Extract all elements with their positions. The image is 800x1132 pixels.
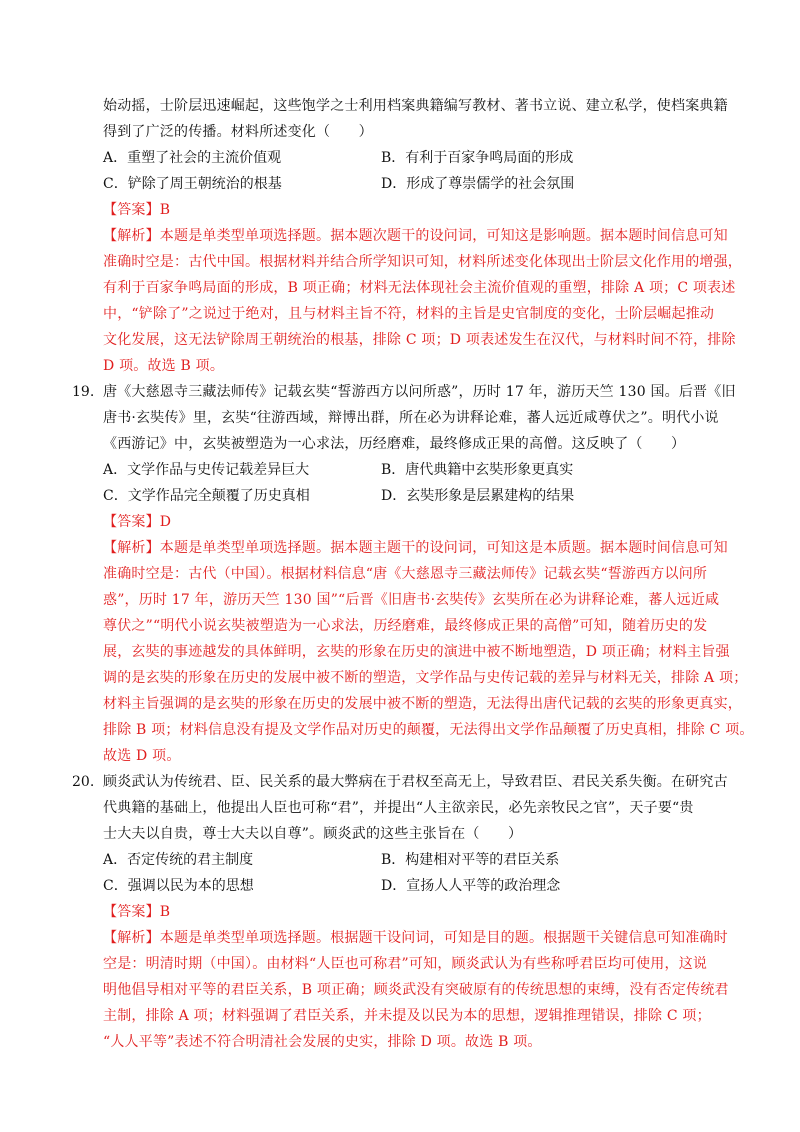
q20-stem-line-2: 代典籍的基础上，他提出人臣也可称“君”，并提出“人主欲亲民，必先亲牧民之官”，天子要“贵 <box>103 800 694 816</box>
q19-stem-line-1: 唐《大慈恩寺三藏法师传》记载玄奘“誓游西方以问所惑”，历时 17 年，游历天竺 130 国。后晋《旧 <box>103 384 736 400</box>
q18-stem-line-2: 得到了广泛的传播。材料所述变化（ ） <box>103 124 373 140</box>
q19-answer: 【答案】D <box>103 514 172 530</box>
q19-option-b: B．唐代典籍中玄奘形象更真实 <box>381 462 574 478</box>
q20-option-c: C．强调以民为本的思想 <box>103 878 254 894</box>
q19-option-c: C．文学作品完全颠覆了历史真相 <box>103 488 310 504</box>
q19-option-a: A．文学作品与史传记载差异巨大 <box>103 462 310 478</box>
q19-analysis-line-3: 惑”，历时 17 年，游历天竺 130 国”“后晋《旧唐书·玄奘传》玄奘所在必为讲释论难，蕃人远近咸 <box>103 592 720 608</box>
q19-analysis-line-8: 排除 B 项；材料信息没有提及文学作品对历史的颠覆，无法得出文学作品颠覆了历史真相，排除 C 项。 <box>103 722 754 738</box>
q20-analysis-line-1: 【解析】本题是单类型单项选择题。根据题干设问词，可知是目的题。根据题干关键信息可知准确时 <box>103 930 728 946</box>
q18-analysis-line-4: 中，“铲除了”之说过于绝对，且与材料主旨不符，材料的主旨是史官制度的变化，士阶层崛起推动 <box>103 306 715 322</box>
q19-analysis-line-4: 尊伏之”“明代小说玄奘被塑造为一心求法，历经磨难，最终修成正果的高僧”可知，随着历史的发 <box>103 618 708 634</box>
q19-analysis-line-2: 准确时空是：古代（中国）。根据材料信息“唐《大慈恩寺三藏法师传》记载玄奘“誓游西方以问所 <box>103 566 708 582</box>
q18-answer: 【答案】B <box>103 202 171 218</box>
q18-option-d: D．形成了尊崇儒学的社会氛围 <box>381 176 575 192</box>
q18-analysis-line-5: 文化发展，这无法铲除周王朝统治的根基，排除 C 项；D 项表述发生在汉代，与材料时间不符，排除 <box>103 332 736 348</box>
q18-analysis-line-6: D 项。故选 B 项。 <box>103 358 225 374</box>
q19-number: 19. <box>72 384 95 400</box>
q20-stem-line-1: 顾炎武认为传统君、臣、民关系的最大弊病在于君权至高无上，导致君臣、君民关系失衡。在研究古 <box>103 774 728 790</box>
q20-analysis-line-3: 明他倡导相对平等的君臣关系，B 项正确；顾炎武没有突破原有的传统思想的束缚，没有否定传统君 <box>103 982 729 998</box>
q19-option-d: D．玄奘形象是层累建构的结果 <box>381 488 575 504</box>
q19-analysis-line-6: 调的是玄奘的形象在历史的发展中被不断的塑造，文学作品与史传记载的差异与材料无关，排除 A 项； <box>103 670 748 686</box>
q20-analysis-line-4: 主制，排除 A 项；材料强调了君臣关系，并未提及以民为本的思想，逻辑推理错误，排除 C 项； <box>103 1008 711 1024</box>
q20-option-d: D．宣扬人人平等的政治理念 <box>381 878 561 894</box>
q20-option-a: A．否定传统的君主制度 <box>103 852 254 868</box>
q20-analysis-line-5: “人人平等”表述不符合明清社会发展的史实，排除 D 项。故选 B 项。 <box>103 1034 542 1050</box>
q19-analysis-line-5: 展，玄奘的事迹越发的具体鲜明，玄奘的形象在历史的演进中被不断地塑造，D 项正确；材料主旨强 <box>103 644 730 660</box>
q18-analysis-line-2: 准确时空是：古代中国。根据材料并结合所学知识可知，材料所述变化体现出士阶层文化作用的增强， <box>103 254 742 270</box>
q18-analysis-line-1: 【解析】本题是单类型单项选择题。据本题次题干的设问词，可知这是影响题。据本题时间信息可知 <box>103 228 728 244</box>
q19-stem-line-3: 《西游记》中，玄奘被塑造为一心求法，历经磨难，最终修成正果的高僧。这反映了（ ） <box>103 436 686 452</box>
q19-analysis-line-7: 材料主旨强调的是玄奘的形象在历史的发展中被不断的塑造，无法得出唐代记载的玄奘的形象更真实， <box>103 696 742 712</box>
q19-analysis-line-9: 故选 D 项。 <box>103 748 181 764</box>
q20-number: 20. <box>72 774 95 790</box>
q20-option-b: B．构建相对平等的君臣关系 <box>381 852 560 868</box>
q19-stem-line-2: 唐书·玄奘传》里，玄奘“往游西域，辩博出群，所在必为讲释论难，蕃人远近咸尊伏之”。明代小说 <box>103 410 719 426</box>
q20-stem-line-3: 士大夫以自贵，尊士大夫以自尊”。顾炎武的这些主张旨在（ ） <box>103 826 523 842</box>
q20-analysis-line-2: 空是：明清时期（中国）。由材料“人臣也可称君”可知，顾炎武认为有些称呼君臣均可使用，这说 <box>103 956 708 972</box>
q20-answer: 【答案】B <box>103 904 171 920</box>
q18-option-c: C．铲除了周王朝统治的根基 <box>103 176 282 192</box>
q18-option-b: B．有利于百家争鸣局面的形成 <box>381 150 574 166</box>
q18-analysis-line-3: 有利于百家争鸣局面的形成，B 项正确；材料无法体现社会主流价值观的重塑，排除 A 项；C 项表述 <box>103 280 736 296</box>
q19-analysis-line-1: 【解析】本题是单类型单项选择题。据本题主题干的设问词，可知这是本质题。据本题时间信息可知 <box>103 540 728 556</box>
q18-option-a: A．重塑了社会的主流价值观 <box>103 150 282 166</box>
q18-stem-line-1: 始动摇，士阶层迅速崛起，这些饱学之士利用档案典籍编写教材、著书立说、建立私学，使档案典籍 <box>103 98 728 114</box>
